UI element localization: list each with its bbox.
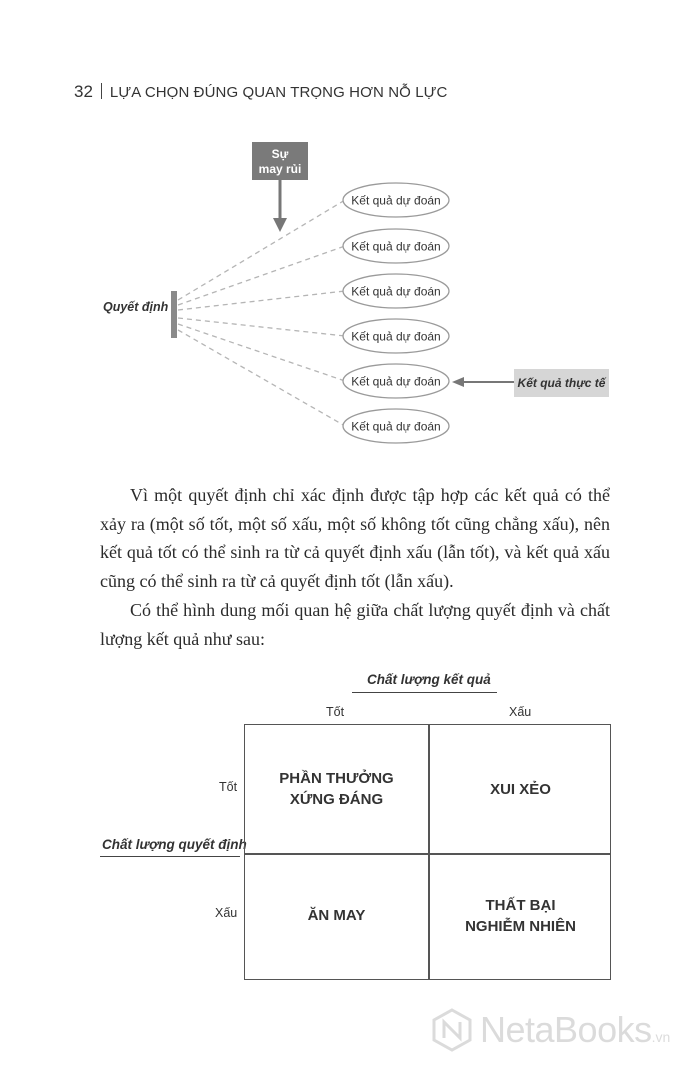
chance-arrow-head: [273, 218, 287, 232]
row-header-bad: Xấu: [215, 906, 238, 920]
netabooks-watermark: [430, 1005, 670, 1055]
outcome-label: Kết quả dự đoán: [351, 284, 441, 299]
outcome-label: Kết quả dự đoán: [351, 239, 441, 254]
paragraph-1-text: Vì một quyết định chỉ xác định được tập hợp các kết quả có thể xảy ra (một số tốt, một số xấu, một số không tốt cũng chẳng xấu), nên kết quả tốt có thể sinh ra từ cả quyết định xấu (lẫn tốt), và kết quả xấu cũng có thể sinh ra từ cả quyết định tốt (lẫn xấu).: [100, 485, 610, 591]
cell-dumb-luck-text: ĂN MAY: [307, 907, 366, 924]
outcome-quality-axis-label: Chất lượng kết quả: [367, 672, 491, 687]
cell-bad-luck: [429, 779, 612, 800]
outcome-quality-axis-underline: [352, 692, 497, 693]
column-header-bad: Xấu: [509, 705, 532, 719]
netabooks-logo-icon: [430, 1008, 474, 1052]
fan-line: [178, 318, 345, 336]
cell-dumb-luck: [245, 905, 428, 926]
outcome-list: [343, 183, 449, 443]
fan-line: [178, 330, 345, 426]
body-paragraph-1: [100, 481, 610, 595]
fan-line: [178, 200, 345, 300]
cell-just-deserts-line2: NGHIỄM NHIÊN: [465, 918, 576, 935]
outcome-label: Kết quả dự đoán: [351, 329, 441, 344]
cell-just-deserts-line1: THẤT BẠI: [485, 897, 556, 914]
chance-box-line2: may rủi: [258, 162, 302, 176]
fan-lines: [178, 200, 345, 426]
paragraph-2-text: Có thể hình dung mối quan hệ giữa chất lượng quyết định và chất lượng kết quả như sau:: [100, 600, 610, 649]
decision-label: Quyết định: [103, 300, 169, 314]
watermark-brand: NetaBooks: [480, 1009, 652, 1050]
book-title: LỰA CHỌN ĐÚNG QUAN TRỌNG HƠN NỖ LỰC: [109, 84, 448, 101]
page-number: 32: [74, 82, 93, 101]
actual-arrow-head: [452, 377, 464, 387]
decision-quality-axis-label: Chất lượng quyết định: [102, 837, 247, 852]
decision-quality-axis-underline: [100, 856, 240, 857]
fan-line: [178, 324, 345, 381]
outcome-label: Kết quả dự đoán: [351, 193, 441, 208]
chance-box-line1: Sự: [271, 147, 289, 161]
fan-line: [178, 291, 345, 310]
cell-deserved-reward-line2: XỨNG ĐÁNG: [289, 791, 384, 808]
fan-line: [178, 246, 345, 305]
matrix-vertical-divider: [428, 725, 430, 979]
quality-matrix: [244, 724, 611, 980]
outcome-label: Kết quả dự đoán: [351, 374, 441, 389]
cell-just-deserts: [429, 895, 612, 937]
decision-outcomes-diagram: [0, 0, 700, 460]
body-paragraph-2: [100, 596, 610, 653]
cell-bad-luck-text: XUI XẺO: [490, 781, 551, 798]
outcome-label: Kết quả dự đoán: [351, 419, 441, 434]
cell-deserved-reward: [245, 768, 428, 810]
decision-bar: [171, 291, 177, 338]
column-header-good: Tốt: [326, 705, 345, 719]
matrix-horizontal-divider: [245, 853, 610, 855]
actual-result-label: Kết quả thực tế: [517, 376, 606, 390]
cell-deserved-reward-line1: PHẦN THƯỞNG: [279, 770, 394, 787]
watermark-suffix: .vn: [651, 1029, 671, 1045]
row-header-good: Tốt: [219, 780, 238, 794]
